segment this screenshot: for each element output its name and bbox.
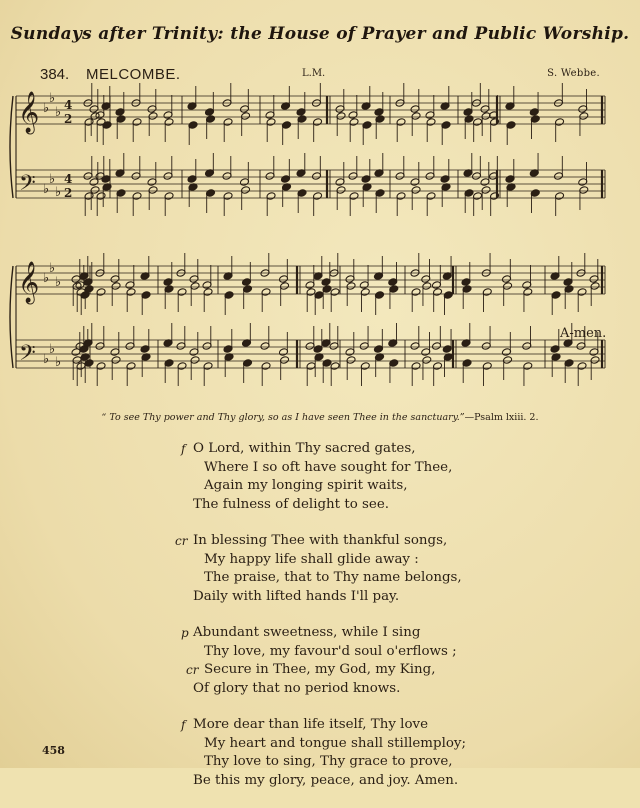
verse-line-text: Thy love to sing, Thy grace to prove, <box>204 754 453 769</box>
system-brace <box>10 266 13 368</box>
flat-sign: ♭ <box>49 261 56 276</box>
flat-sign: ♭ <box>55 275 62 290</box>
verse-line-text: Where I so oft have sought for Thee, <box>204 459 453 475</box>
verse-line <box>0 716 640 735</box>
verse-line-text: Secure in Thee, my God, my King, <box>204 662 436 677</box>
dynamic-mark: cr <box>186 663 199 677</box>
verse-line-text: Thy love, my favour'd soul o'erflows ; <box>204 643 457 659</box>
flat-sign: ♭ <box>55 355 62 370</box>
verse-line-text: Of glory that no period knows. <box>193 680 401 696</box>
verse-line <box>0 588 640 607</box>
verse <box>0 716 640 790</box>
verse-line-text: Abundant sweetness, while I sing <box>193 625 421 640</box>
hymn-text <box>0 440 640 808</box>
verse-line <box>0 496 640 515</box>
system-brace <box>10 96 13 198</box>
epigraph <box>0 412 640 423</box>
time-signature-top: 4 <box>64 98 73 112</box>
verse-line-text: In blessing Thee with thankful songs, <box>193 533 448 548</box>
verse-line-text: More dear than life itself, Thy love <box>193 717 429 732</box>
flat-sign: ♭ <box>49 172 56 187</box>
time-signature-bottom: 2 <box>64 186 73 200</box>
epigraph-reference: Psalm lxiii. 2. <box>474 412 539 423</box>
flat-sign: ♭ <box>55 105 62 120</box>
verse-line <box>0 643 640 662</box>
verse-line <box>0 624 640 643</box>
epigraph-text: “ To see Thy power and Thy glory, so as I have seen Thee in the sanctuary.”— <box>101 412 475 423</box>
verse-line-text: The fulness of delight to see. <box>193 496 389 512</box>
dynamic-mark: f <box>181 442 186 456</box>
amen-label: A-men. <box>560 326 607 341</box>
verse-line <box>0 477 640 496</box>
dynamic-mark: p <box>181 626 189 640</box>
page-number: 458 <box>42 744 65 757</box>
flat-sign: ♭ <box>43 271 50 286</box>
flat-sign: ♭ <box>55 185 62 200</box>
treble-clef: 𝄞 <box>18 262 40 303</box>
verse-line-text: O Lord, within Thy sacred gates, <box>193 441 416 456</box>
time-signature-top: 4 <box>64 172 73 186</box>
verse-line-text: Daily with lifted hands I'll pay. <box>193 588 400 604</box>
bass-clef: 𝄢 <box>19 171 36 201</box>
verse <box>0 624 640 698</box>
verse <box>0 440 640 514</box>
verse-line <box>0 551 640 570</box>
bass-clef: 𝄢 <box>19 341 36 371</box>
verse-line <box>0 753 640 772</box>
treble-clef: 𝄞 <box>18 92 40 133</box>
verse-line-text: Again my longing spirit waits, <box>204 478 408 493</box>
tune-name: MELCOMBE. <box>86 66 181 83</box>
flat-sign: ♭ <box>43 101 50 116</box>
dynamic-mark: f <box>181 718 186 732</box>
verse-line <box>0 680 640 699</box>
verse-line <box>0 532 640 551</box>
tune-number: 384. <box>40 66 70 83</box>
time-signature-bottom: 2 <box>64 112 73 126</box>
dynamic-mark: cr <box>175 534 188 548</box>
verse-line <box>0 440 640 459</box>
flat-sign: ♭ <box>49 342 56 357</box>
tune-composer: S. Webbe. <box>547 68 600 79</box>
verse <box>0 532 640 606</box>
verse-line-text: Be this my glory, peace, and joy. Amen. <box>193 772 459 788</box>
verse-line <box>0 459 640 478</box>
verse-line <box>0 661 640 680</box>
verse-line <box>0 735 640 754</box>
verse-line <box>0 569 640 588</box>
verse-line-text: My happy life shall glide away : <box>204 551 419 567</box>
flat-sign: ♭ <box>49 91 56 106</box>
music-score <box>0 0 640 400</box>
tune-meter: L.M. <box>302 68 326 79</box>
verse-line-text: My heart and tongue shall stillemploy; <box>204 735 467 751</box>
verse-line-text: The praise, that to Thy name belongs, <box>204 570 462 585</box>
flat-sign: ♭ <box>43 182 50 197</box>
flat-sign: ♭ <box>43 352 50 367</box>
verse-line <box>0 772 640 791</box>
page-header: Sundays after Trinity: the House of Prayer and Public Worship. <box>10 24 630 44</box>
